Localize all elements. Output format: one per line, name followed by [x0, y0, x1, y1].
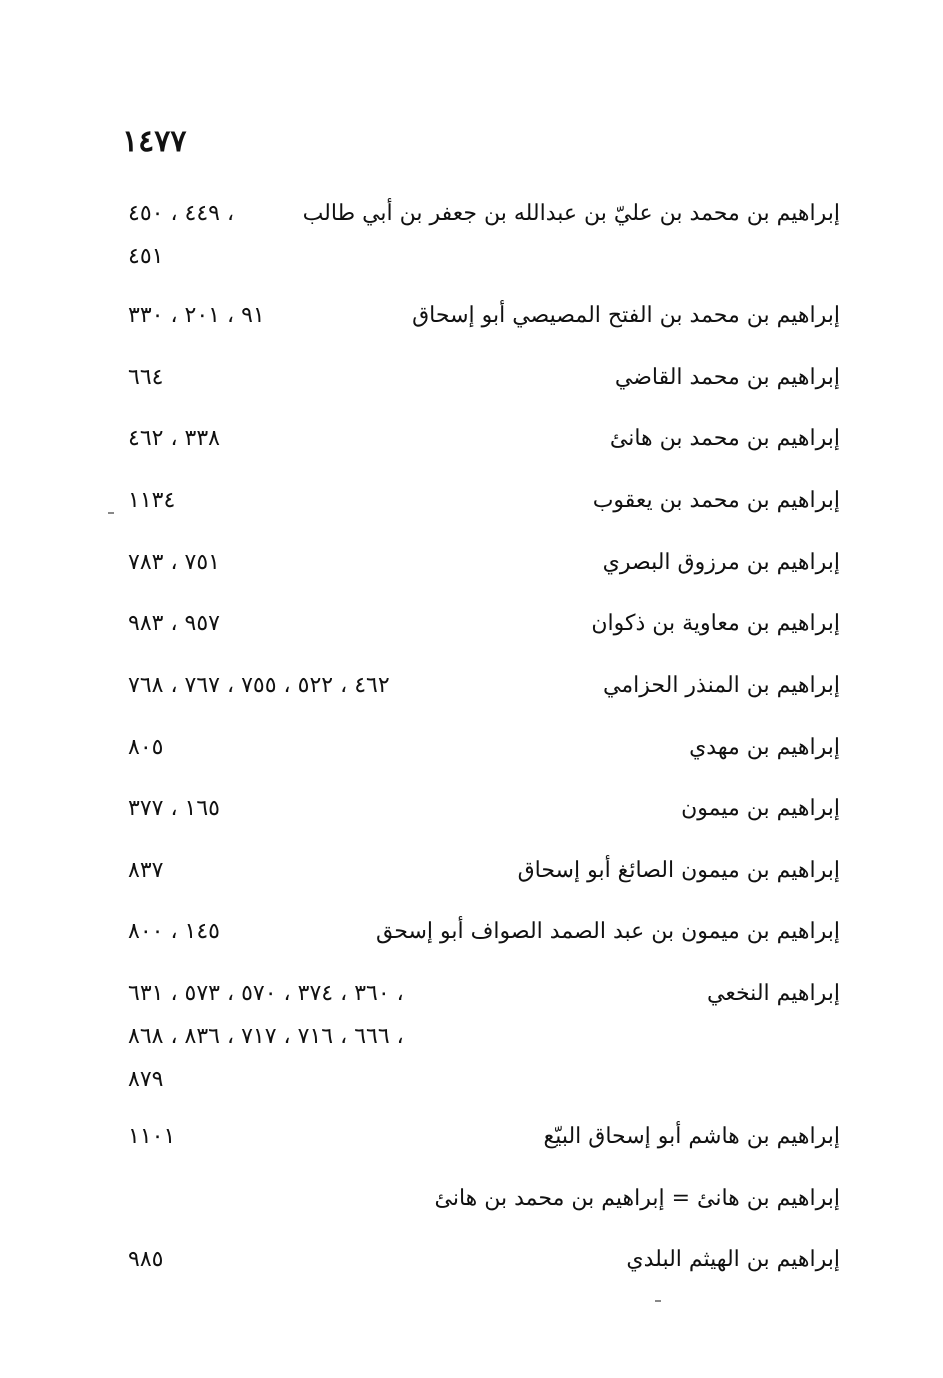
entry-name: إبراهيم بن مهدي [689, 735, 840, 760]
entry-pages-continuation: ٨٧٩ [128, 1067, 164, 1092]
entry-name: إبراهيم بن محمد بن الفتح المصيصي أبو إسحاق [412, 303, 840, 328]
page-number: ١٤٧٧ [122, 124, 187, 159]
entry-pages: ٩٥٧ ، ٩٨٣ [128, 611, 220, 636]
stray-mark [108, 512, 114, 514]
entry-pages: ٣٣٨ ، ٤٦٢ [128, 426, 220, 451]
entry-name: إبراهيم بن محمد بن يعقوب [592, 488, 840, 513]
entry-name: إبراهيم بن معاوية بن ذكوان [591, 611, 840, 636]
entry-name: إبراهيم بن هاشم أبو إسحاق البيّع [543, 1124, 840, 1149]
entry-name: إبراهيم بن ميمون [681, 796, 840, 821]
entry-pages: ٧٥١ ، ٧٨٣ [128, 550, 220, 575]
entry-name: إبراهيم بن محمد بن هانئ [609, 426, 840, 451]
entry-name: إبراهيم بن ميمون الصائغ أبو إسحاق [517, 858, 840, 883]
entry-name: إبراهيم بن ميمون بن عبد الصمد الصواف أبو إسحق [375, 919, 840, 944]
entry-name: إبراهيم بن محمد بن عليّ بن عبدالله بن جعفر بن أبي طالب [302, 201, 840, 226]
entry-pages: ٦٦٤ [128, 365, 164, 390]
entry-pages: ٨٣٧ [128, 858, 164, 883]
entry-pages-continuation: ٤٥١ [128, 244, 164, 269]
entry-pages-continuation: ٦٦٦ ، ٧١٦ ، ٧١٧ ، ٨٣٦ ، ٨٦٨ ، [128, 1024, 404, 1049]
entry-pages: ٨٠٥ [128, 735, 164, 760]
entry-pages: ٤٤٩ ، ٤٥٠ ، [128, 201, 235, 226]
entry-name: إبراهيم بن مرزوق البصري [602, 550, 840, 575]
entry-pages: ٤٦٢ ، ٥٢٢ ، ٧٥٥ ، ٧٦٧ ، ٧٦٨ [128, 673, 390, 698]
entry-name: إبراهيم بن هانئ = إبراهيم بن محمد بن هانئ [434, 1186, 840, 1211]
entry-pages: ١١٠١ [128, 1124, 176, 1149]
entry-pages: ١٦٥ ، ٣٧٧ [128, 796, 220, 821]
entry-name: إبراهيم بن الهيثم البلدي [626, 1247, 840, 1272]
entry-pages: ١١٣٤ [128, 488, 176, 513]
entry-name: إبراهيم بن محمد القاضي [614, 365, 840, 390]
entry-name: إبراهيم النخعي [707, 981, 840, 1006]
stray-mark [655, 1300, 661, 1302]
entry-pages: ٣٦٠ ، ٣٧٤ ، ٥٧٠ ، ٥٧٣ ، ٦٣١ ، [128, 981, 404, 1006]
entry-name: إبراهيم بن المنذر الحزامي [603, 673, 840, 698]
entry-pages: ٩١ ، ٢٠١ ، ٣٣٠ [128, 303, 265, 328]
entry-pages: ٩٨٥ [128, 1247, 164, 1272]
entry-pages: ١٤٥ ، ٨٠٠ [128, 919, 220, 944]
